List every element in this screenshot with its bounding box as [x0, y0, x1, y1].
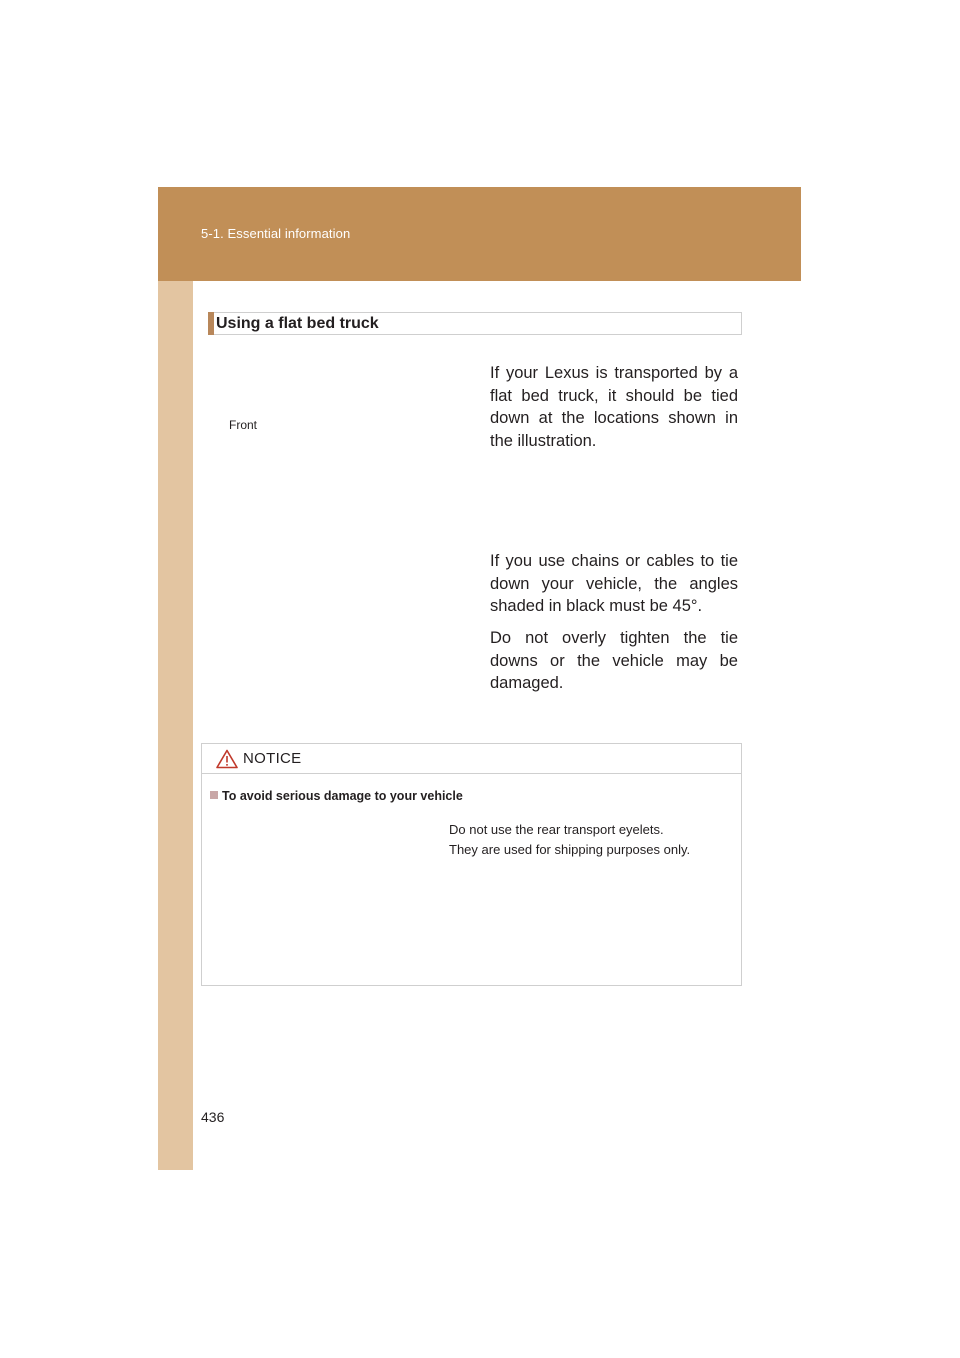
- paragraph-tighten: Do not overly tighten the tie downs or the vehicle may be damaged.: [490, 629, 738, 693]
- notice-line: Do not use the rear transport eyelets.: [449, 822, 664, 837]
- notice-header: [202, 744, 741, 774]
- page-number: 436: [201, 1109, 225, 1125]
- bullet-square-icon: [210, 791, 218, 799]
- side-band: [158, 281, 193, 1170]
- notice-line: They are used for shipping purposes only.: [449, 841, 691, 857]
- notice-subheading: [210, 789, 463, 803]
- warning-triangle-icon: [216, 749, 238, 769]
- notice-subheading-text: To avoid serious damage to your vehicle: [222, 789, 463, 803]
- section-title: 5-1. Essential information: [201, 226, 351, 241]
- illustration-front-label: Front: [229, 418, 258, 432]
- notice-title: NOTICE: [243, 750, 302, 767]
- section-heading: [208, 312, 742, 335]
- paragraph-transport: If your Lexus is transported by a flat bed truck, it should be tied down at the locations shown in the illustration.: [490, 364, 738, 450]
- paragraph-chains: If you use chains or cables to tie down your vehicle, the angles shaded in black must be 45°.: [490, 552, 738, 616]
- section-heading-text: Using a flat bed truck: [216, 315, 379, 332]
- heading-bar: [208, 312, 214, 335]
- header-band: [158, 187, 801, 281]
- notice-box: [201, 743, 742, 986]
- notice-text: [449, 820, 690, 859]
